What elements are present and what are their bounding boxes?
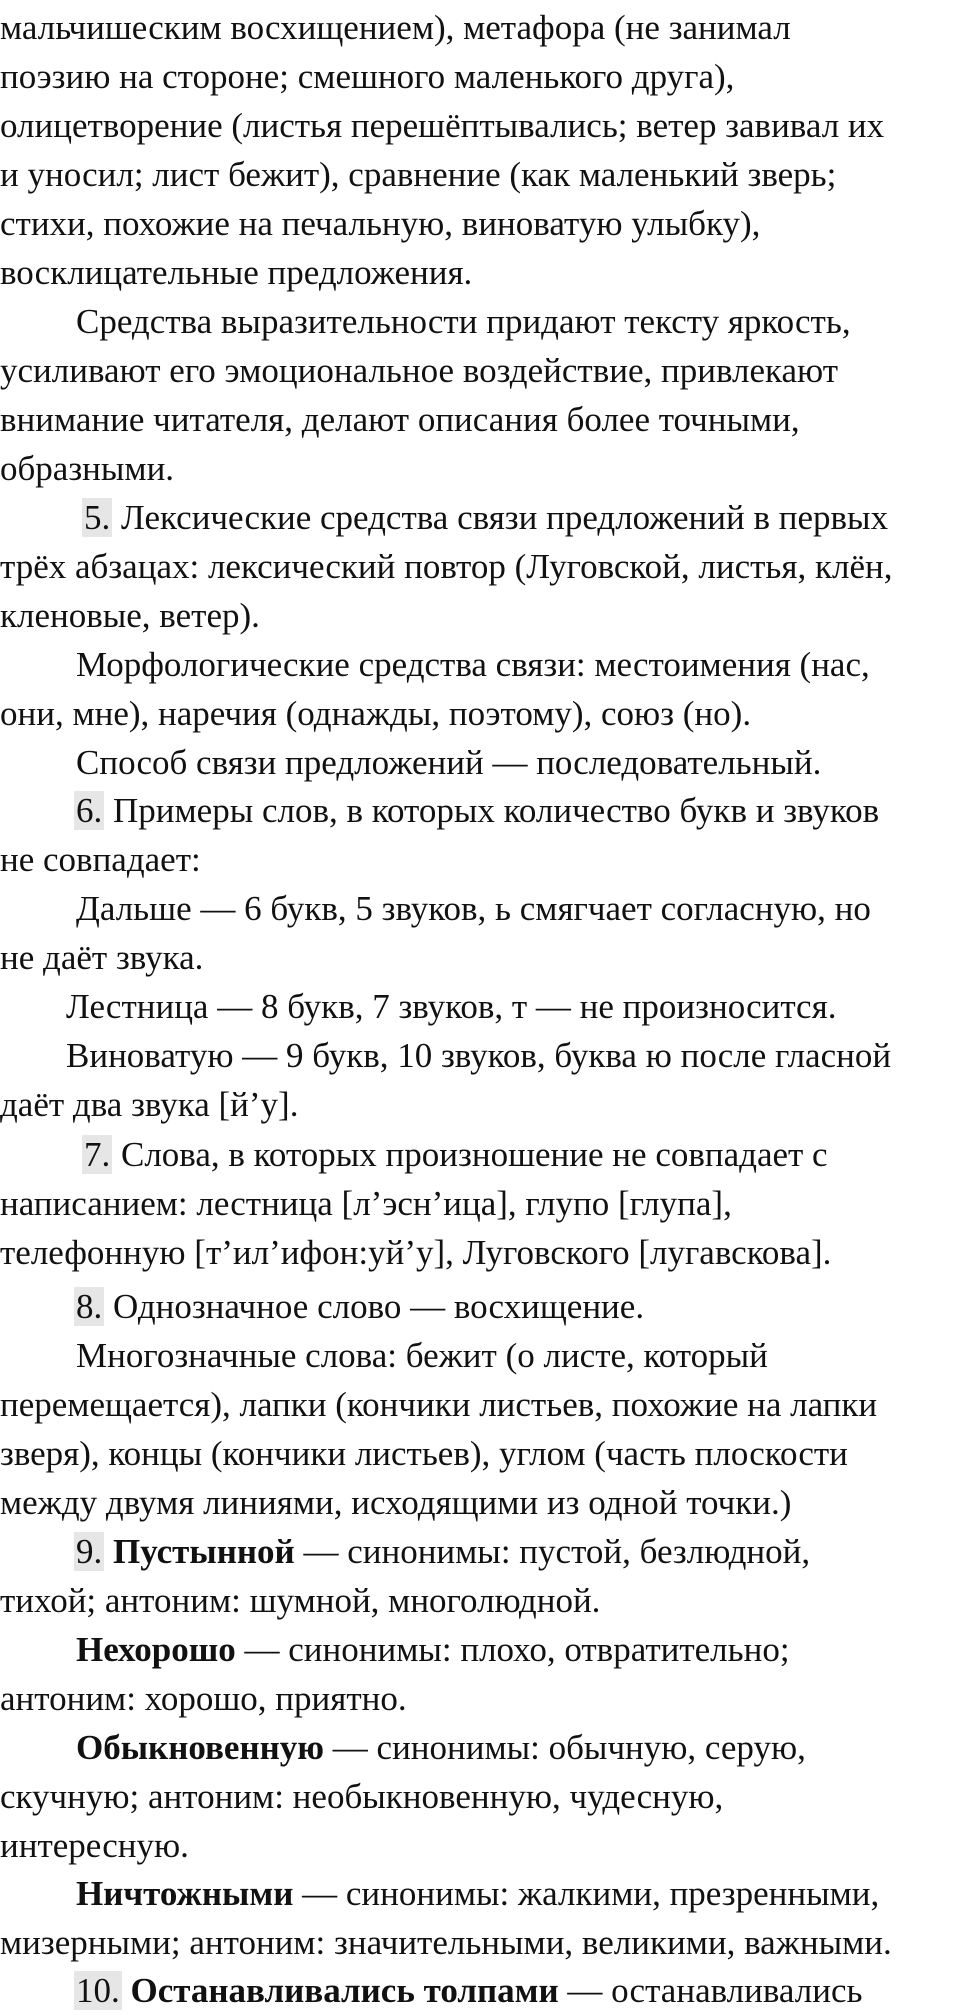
text-segment: внимание читателя, делают описания более точными,	[0, 400, 800, 439]
text-segment: Однозначное слово — восхищение.	[104, 1287, 645, 1326]
text-line	[0, 1080, 298, 1129]
text-segment: Способ связи предложений — последовательный.	[76, 743, 822, 782]
text-segment: скучную; антоним: необыкновенную, чудесную,	[0, 1777, 724, 1816]
text-segment: — синонимы: плохо, отвратительно;	[235, 1630, 790, 1669]
term-highlight: Ничтожными	[76, 1874, 294, 1913]
text-segment: даёт два звука [й’у].	[0, 1085, 299, 1124]
text-segment: и уносил; лист бежит), сравнение (как маленький зверь;	[0, 155, 837, 194]
text-line	[0, 1576, 600, 1625]
text-segment: стихи, похожие на печальную, виноватую улыбку),	[0, 204, 761, 243]
text-segment: антоним: хорошо, приятно.	[0, 1679, 407, 1718]
text-line	[0, 1380, 877, 1429]
text-line	[76, 1869, 879, 1918]
text-line	[0, 689, 751, 738]
text-segment: поэзию на стороне; смешного маленького друга),	[0, 57, 735, 96]
text-segment	[104, 1532, 113, 1571]
text-line	[76, 640, 870, 689]
text-segment: Морфологические средства связи: местоимения (нас,	[76, 645, 870, 684]
item-number: 8.	[76, 1287, 103, 1326]
text-line	[66, 1031, 891, 1080]
text-segment: усиливают его эмоциональное воздействие, привлекают	[0, 351, 839, 390]
item-number: 10.	[76, 1971, 120, 2010]
text-segment: Лестница — 8 букв, 7 звуков, т — не произносится.	[66, 987, 837, 1026]
term-highlight: Останавливались толпами	[130, 1971, 559, 2010]
text-line	[74, 1527, 810, 1576]
text-line	[0, 1478, 791, 1527]
text-segment: — синонимы: пустой, безлюдной,	[294, 1532, 811, 1571]
text-line	[0, 3, 791, 52]
text-segment: образными.	[0, 449, 175, 488]
text-segment: интересную.	[0, 1826, 189, 1865]
text-line	[0, 1429, 848, 1478]
text-line	[74, 1282, 644, 1331]
text-line	[0, 444, 174, 493]
text-segment: между двумя линиями, исходящими из одной точки.)	[0, 1483, 792, 1522]
text-segment: Дальше — 6 букв, 5 звуков, ь смягчает согласную, но	[76, 889, 871, 928]
item-number: 7.	[84, 1135, 111, 1174]
text-segment: написанием: лестница [л’эсн’ица], глупо [глупа],	[0, 1184, 732, 1223]
text-line	[0, 1821, 189, 1870]
text-segment: кленовые, ветер).	[0, 596, 260, 635]
text-line	[76, 884, 871, 933]
text-line	[0, 1674, 407, 1723]
text-line	[82, 1130, 828, 1179]
text-line	[0, 591, 260, 640]
text-line	[82, 493, 888, 542]
item-number: 6.	[76, 791, 103, 830]
text-segment: Виноватую — 9 букв, 10 звуков, буква ю после гласной	[66, 1036, 892, 1075]
text-line	[0, 52, 734, 101]
text-segment: не даёт звука.	[0, 938, 204, 977]
text-segment: тихой; антоним: шумной, многолюдной.	[0, 1581, 601, 1620]
text-segment: трёх абзацах: лексический повтор (Луговской, листья, клён,	[0, 547, 893, 586]
text-segment: Лексические средства связи предложений в первых	[112, 498, 889, 537]
item-number: 5.	[84, 498, 111, 537]
text-segment: мизерными; антоним: значительными, великими, важными.	[0, 1923, 892, 1962]
text-line	[0, 346, 838, 395]
text-segment: мальчишеским восхищением), метафора (не занимал	[0, 8, 791, 47]
text-line	[0, 933, 203, 982]
text-line	[76, 1625, 790, 1674]
text-line	[0, 150, 836, 199]
text-line	[0, 101, 884, 150]
text-line	[0, 1772, 723, 1821]
item-number: 9.	[76, 1532, 103, 1571]
text-line	[0, 199, 760, 248]
text-segment: не совпадает:	[0, 840, 201, 879]
term-highlight: Нехорошо	[76, 1630, 236, 1669]
text-segment: — синонимы: обычную, серую,	[324, 1728, 806, 1767]
text-line	[76, 1331, 768, 1380]
text-segment: — синонимы: жалкими, презренными,	[293, 1874, 880, 1913]
text-line	[66, 982, 836, 1031]
text-segment: восклицательные предложения.	[0, 253, 473, 292]
text-segment: Многозначные слова: бежит (о листе, который	[76, 1336, 768, 1375]
text-line	[0, 1179, 732, 1228]
text-line	[76, 1723, 806, 1772]
term-highlight: Пустынной	[113, 1532, 295, 1571]
text-segment: Слова, в которых произношение не совпадает с	[112, 1135, 828, 1174]
text-line	[0, 1228, 831, 1277]
text-line	[0, 1918, 892, 1967]
text-segment: Средства выразительности придают тексту яркость,	[76, 302, 851, 341]
text-line	[74, 786, 879, 835]
text-segment	[122, 1971, 131, 2010]
text-line	[74, 1966, 862, 2015]
text-segment: телефонную [т’ил’ифон:уй’у], Луговского [лугавскова].	[0, 1233, 832, 1272]
text-line	[0, 395, 800, 444]
term-highlight: Обыкновенную	[76, 1728, 325, 1767]
text-segment: они, мне), наречия (однажды, поэтому), союз (но).	[0, 694, 752, 733]
text-segment: олицетворение (листья перешёптывались; ветер завивал их	[0, 106, 885, 145]
text-segment: — останавливались	[558, 1971, 863, 2010]
text-line	[0, 248, 472, 297]
text-line	[76, 297, 851, 346]
text-segment: зверя), концы (кончики листьев), углом (часть плоскости	[0, 1434, 848, 1473]
text-line	[0, 542, 892, 591]
text-segment: Примеры слов, в которых количество букв и звуков	[104, 791, 880, 830]
text-segment: перемещается), лапки (кончики листьев, похожие на лапки	[0, 1385, 878, 1424]
text-line	[76, 738, 821, 787]
text-line	[0, 835, 201, 884]
